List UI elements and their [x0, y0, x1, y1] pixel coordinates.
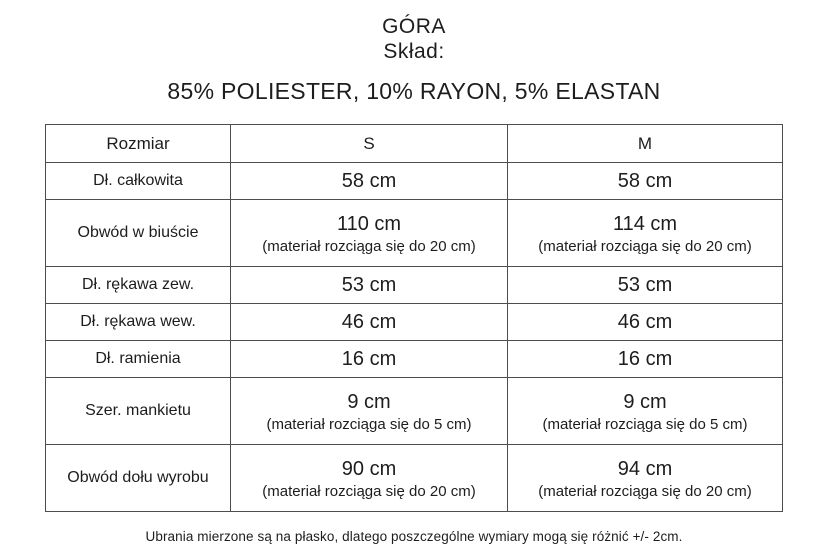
size-m-value: 9 cm	[623, 390, 667, 413]
measurement-disclaimer: Ubrania mierzone są na płasko, dlatego poszczególne wymiary mogą się różnić +/- 2cm.	[145, 529, 683, 544]
table-row	[46, 200, 783, 267]
size-m-value: 53 cm	[617, 274, 673, 296]
column-header-rozmiar: Rozmiar	[46, 125, 231, 163]
size-m-cell	[508, 163, 783, 200]
table-row	[46, 304, 783, 341]
size-m-value: 94 cm	[617, 457, 673, 480]
page-header	[0, 0, 828, 64]
measurement-label: Dł. całkowita	[46, 163, 231, 200]
size-m-value: 114 cm	[612, 212, 678, 235]
table-row	[46, 341, 783, 378]
measurement-label: Dł. rękawa zew.	[46, 267, 231, 304]
size-s-value: 16 cm	[341, 348, 397, 370]
size-s-value: 53 cm	[341, 274, 397, 296]
size-m-cell	[508, 200, 783, 267]
size-s-cell	[231, 200, 508, 267]
size-s-stretch-note: (materiał rozciąga się do 20 cm)	[262, 237, 476, 255]
size-m-stretch-note: (materiał rozciąga się do 20 cm)	[538, 482, 752, 500]
measurement-label: Dł. rękawa wew.	[46, 304, 231, 341]
size-m-cell	[508, 304, 783, 341]
table-row	[46, 163, 783, 200]
size-table	[45, 124, 783, 512]
size-m-cell	[508, 267, 783, 304]
table-row	[46, 378, 783, 445]
size-s-cell	[231, 341, 508, 378]
size-s-stretch-note: (materiał rozciąga się do 5 cm)	[266, 415, 472, 433]
size-s-cell	[231, 163, 508, 200]
table-row	[46, 445, 783, 512]
page-title: GÓRA	[382, 15, 446, 38]
size-s-value: 58 cm	[341, 170, 397, 192]
size-m-value: 46 cm	[617, 311, 673, 333]
column-header-size-m: M	[508, 125, 783, 163]
measurement-label: Obwód w biuście	[46, 200, 231, 267]
size-m-stretch-note: (materiał rozciąga się do 20 cm)	[538, 237, 752, 255]
size-s-value: 110 cm	[336, 212, 402, 235]
size-s-value: 90 cm	[341, 457, 397, 480]
table-header-row	[46, 125, 783, 163]
size-s-value: 46 cm	[341, 311, 397, 333]
size-m-stretch-note: (materiał rozciąga się do 5 cm)	[542, 415, 748, 433]
table-row	[46, 267, 783, 304]
size-s-cell	[231, 378, 508, 445]
measurement-label: Dł. ramienia	[46, 341, 231, 378]
measurement-label: Szer. mankietu	[46, 378, 231, 445]
measurement-label: Obwód dołu wyrobu	[46, 445, 231, 512]
size-s-stretch-note: (materiał rozciąga się do 20 cm)	[262, 482, 476, 500]
composition-heading: Skład:	[383, 40, 445, 63]
size-m-cell	[508, 378, 783, 445]
size-m-cell	[508, 445, 783, 512]
size-s-value: 9 cm	[347, 390, 391, 413]
size-m-value: 58 cm	[617, 170, 673, 192]
size-m-value: 16 cm	[617, 348, 673, 370]
composition-text: 85% POLIESTER, 10% RAYON, 5% ELASTAN	[167, 78, 661, 104]
size-m-cell	[508, 341, 783, 378]
size-s-cell	[231, 304, 508, 341]
size-s-cell	[231, 267, 508, 304]
column-header-size-s: S	[231, 125, 508, 163]
size-s-cell	[231, 445, 508, 512]
